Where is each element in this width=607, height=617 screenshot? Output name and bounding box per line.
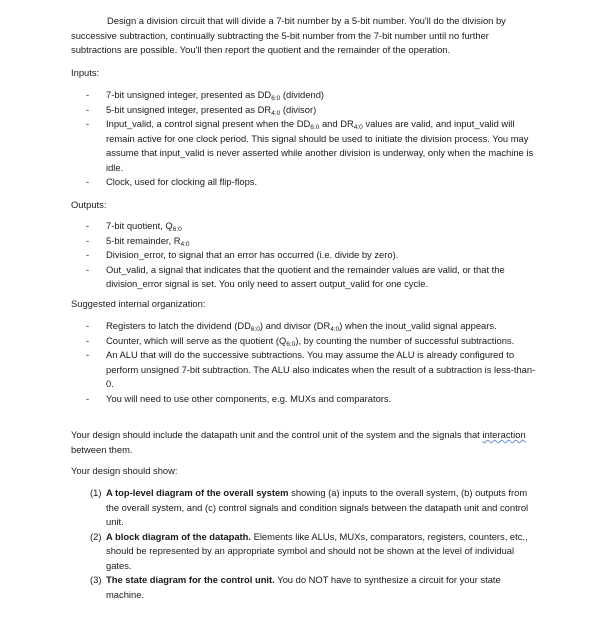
item-text: 5-bit remainder, R	[106, 234, 181, 246]
suggested-list	[86, 319, 536, 406]
item-text: 5-bit unsigned integer, presented as DR	[106, 103, 272, 115]
intro-paragraph: Design a division circuit that will divide a 7-bit number by a 5-bit number. You'll do the division by successive subtraction, continually subtracting the 5-bit number from the 7-bit number until no further subtractions are possible. You'll then report the quotient and the remainder of the operation.	[71, 15, 506, 55]
bullet-marker: -	[86, 234, 90, 246]
list-item	[86, 117, 536, 175]
item-text: (dividend)	[280, 89, 325, 100]
bullet-marker: -	[86, 103, 90, 115]
item-text: Out_valid, a signal that indicates that the quotient and the remainder values are valid, or that the division_error signal is set. You only need to assert output_valid for one cycle.	[106, 263, 505, 289]
item-text: An ALU that will do the successive subtractions. You may assume the ALU is already configured to perform unsigned 7-bit subtraction. The ALU also indicates when the result of a subtraction is less-than-0.	[106, 349, 536, 389]
item-text: values are valid, and input_valid will remain active for one clock period. This signal should be used to initiate the division process. You may assume that input_valid is never asserted while another division is underway, only when the machine is idle.	[106, 118, 534, 173]
show-heading: Your design should show:	[71, 465, 178, 476]
list-item	[86, 248, 536, 263]
item-number: (3)	[90, 574, 102, 585]
item-number: (2)	[90, 530, 102, 542]
list-item	[86, 88, 536, 103]
subscript: 6:0	[286, 340, 296, 348]
bullet-marker: -	[86, 392, 90, 404]
list-item	[86, 263, 536, 292]
paragraph-text: between them.	[71, 443, 133, 455]
subscript: 6:0	[271, 95, 281, 102]
subscript: 4:0	[271, 109, 281, 117]
inputs-heading: Inputs:	[71, 67, 100, 78]
item-text: You will need to use other components, e.g. MUXs and comparators.	[106, 392, 392, 404]
list-item	[90, 530, 530, 574]
bullet-marker: -	[86, 89, 90, 100]
subscript: 4:0	[353, 124, 363, 131]
list-item	[86, 334, 536, 349]
subscript: 6:0	[172, 226, 182, 233]
item-text: 7-bit quotient, Q	[106, 220, 173, 231]
spellcheck-underlined-word: interaction	[482, 429, 526, 440]
list-item	[86, 219, 536, 234]
list-item	[86, 234, 536, 249]
requirements-list	[90, 486, 530, 602]
subscript: 4:0	[330, 326, 340, 333]
bullet-marker: -	[86, 220, 90, 231]
subscript: 6:0	[310, 124, 320, 131]
suggested-heading: Suggested internal organization:	[71, 298, 206, 309]
bullet-marker: -	[86, 349, 90, 360]
item-bold-text: A top-level diagram of the overall system	[106, 487, 289, 498]
item-text: Elements like ALUs, MUXs, comparators, registers, counters, etc., should be represented by an appropriate symbol and should not be shown at the level of individual gates.	[106, 530, 528, 571]
inputs-list	[86, 88, 536, 190]
list-item	[86, 348, 536, 392]
bullet-marker: -	[86, 118, 90, 129]
item-text: 7-bit unsigned integer, presented as DD	[106, 89, 272, 100]
item-text: Registers to latch the dividend (DD	[106, 320, 251, 331]
item-text: ) when the inout_valid signal appears.	[339, 320, 497, 331]
bullet-marker: -	[86, 320, 90, 331]
bullet-marker: -	[86, 263, 90, 275]
item-text: (divisor)	[280, 103, 317, 115]
list-item	[90, 486, 530, 530]
paragraph-text: Your design should include the datapath unit and the control unit of the system and the signals that	[71, 429, 483, 440]
bullet-marker: -	[86, 334, 90, 346]
item-text: Input_valid, a control signal present when the DD	[106, 118, 311, 129]
subscript: 4:0	[180, 240, 190, 248]
item-number: (1)	[90, 487, 102, 498]
item-bold-text: The state diagram for the control unit.	[106, 574, 275, 585]
item-text: Counter, which will serve as the quotient (Q	[106, 334, 287, 346]
outputs-heading: Outputs:	[71, 199, 107, 210]
list-item	[86, 103, 536, 118]
item-text: Clock, used for clocking all flip-flops.	[106, 176, 258, 187]
item-text: ) and divisor (DR	[259, 320, 331, 331]
item-text: showing (a) inputs to the overall system, (b) outputs from the overall system, and (c) control signals and condition signals between the datapath unit and control unit.	[106, 487, 529, 527]
item-bold-text: A block diagram of the datapath.	[106, 530, 251, 542]
design-paragraph	[71, 428, 531, 457]
list-item	[86, 319, 536, 334]
list-item	[86, 175, 536, 190]
subscript: 6:0	[250, 326, 260, 333]
item-text: Division_error, to signal that an error has occurred (i.e. divide by zero).	[106, 249, 399, 260]
item-text: You do NOT have to synthesize a circuit for your state machine.	[106, 574, 501, 600]
outputs-list	[86, 219, 536, 292]
bullet-marker: -	[86, 249, 90, 260]
list-item	[90, 573, 530, 602]
item-text: ), by counting the number of successful subtractions.	[295, 334, 515, 346]
bullet-marker: -	[86, 176, 90, 187]
item-text: and DR	[319, 118, 354, 129]
list-item	[86, 392, 536, 407]
